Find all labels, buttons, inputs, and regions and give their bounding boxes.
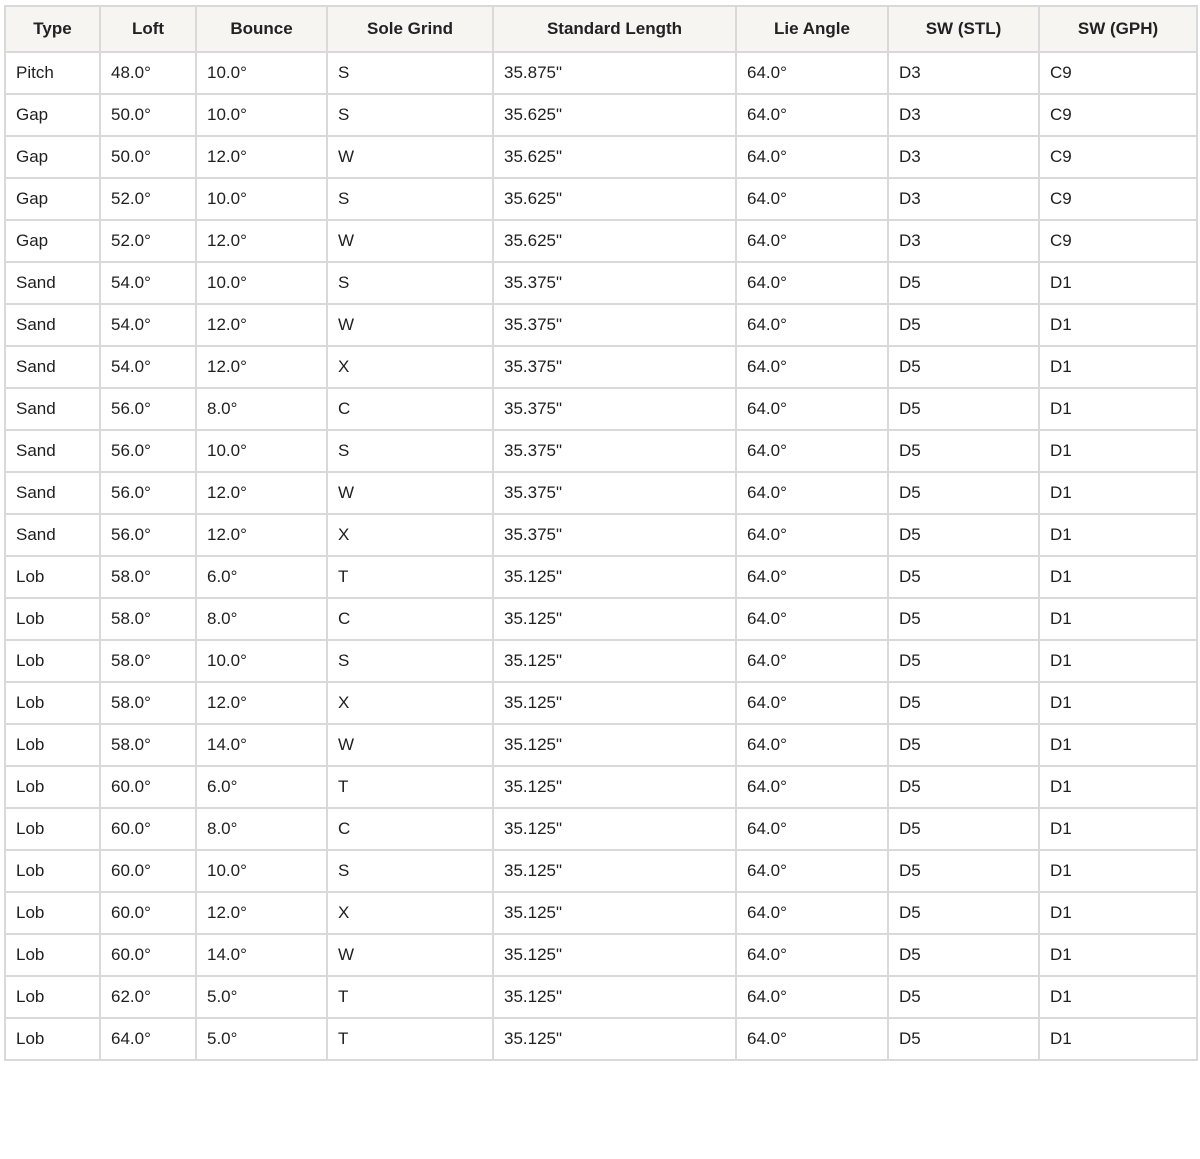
- cell-type: Gap: [5, 136, 100, 178]
- cell-standard-length: 35.125": [493, 976, 736, 1018]
- cell-type: Gap: [5, 94, 100, 136]
- cell-sw-stl: D5: [888, 766, 1039, 808]
- cell-bounce: 10.0°: [196, 640, 327, 682]
- cell-lie-angle: 64.0°: [736, 598, 888, 640]
- cell-standard-length: 35.125": [493, 892, 736, 934]
- cell-standard-length: 35.625": [493, 136, 736, 178]
- cell-standard-length: 35.625": [493, 94, 736, 136]
- cell-loft: 62.0°: [100, 976, 196, 1018]
- cell-loft: 60.0°: [100, 850, 196, 892]
- cell-bounce: 8.0°: [196, 808, 327, 850]
- cell-sole-grind: W: [327, 934, 493, 976]
- cell-type: Lob: [5, 766, 100, 808]
- cell-sw-gph: D1: [1039, 934, 1197, 976]
- cell-loft: 54.0°: [100, 304, 196, 346]
- table-header: [5, 6, 1197, 52]
- cell-standard-length: 35.625": [493, 178, 736, 220]
- cell-type: Lob: [5, 682, 100, 724]
- cell-standard-length: 35.375": [493, 304, 736, 346]
- cell-type: Lob: [5, 892, 100, 934]
- cell-standard-length: 35.875": [493, 52, 736, 94]
- cell-type: Lob: [5, 934, 100, 976]
- table-row: [5, 304, 1197, 346]
- cell-sole-grind: C: [327, 598, 493, 640]
- cell-loft: 58.0°: [100, 724, 196, 766]
- cell-sw-gph: C9: [1039, 94, 1197, 136]
- table-body: [5, 52, 1197, 1060]
- cell-lie-angle: 64.0°: [736, 346, 888, 388]
- cell-type: Lob: [5, 598, 100, 640]
- cell-bounce: 12.0°: [196, 472, 327, 514]
- header-lie-angle: Lie Angle: [736, 6, 888, 52]
- cell-type: Lob: [5, 808, 100, 850]
- cell-sw-gph: D1: [1039, 808, 1197, 850]
- cell-loft: 60.0°: [100, 892, 196, 934]
- cell-bounce: 14.0°: [196, 724, 327, 766]
- cell-sw-stl: D3: [888, 220, 1039, 262]
- cell-standard-length: 35.375": [493, 430, 736, 472]
- cell-standard-length: 35.625": [493, 220, 736, 262]
- cell-lie-angle: 64.0°: [736, 640, 888, 682]
- cell-sole-grind: T: [327, 556, 493, 598]
- cell-sole-grind: S: [327, 262, 493, 304]
- cell-type: Gap: [5, 220, 100, 262]
- cell-sole-grind: C: [327, 388, 493, 430]
- cell-lie-angle: 64.0°: [736, 556, 888, 598]
- cell-sw-stl: D3: [888, 136, 1039, 178]
- cell-sw-stl: D5: [888, 472, 1039, 514]
- cell-sw-gph: D1: [1039, 556, 1197, 598]
- cell-sw-gph: C9: [1039, 136, 1197, 178]
- table-row: [5, 556, 1197, 598]
- cell-standard-length: 35.125": [493, 1018, 736, 1060]
- table-row: [5, 850, 1197, 892]
- cell-lie-angle: 64.0°: [736, 178, 888, 220]
- cell-lie-angle: 64.0°: [736, 892, 888, 934]
- cell-lie-angle: 64.0°: [736, 808, 888, 850]
- cell-sole-grind: T: [327, 1018, 493, 1060]
- cell-loft: 58.0°: [100, 598, 196, 640]
- cell-loft: 56.0°: [100, 472, 196, 514]
- cell-bounce: 12.0°: [196, 136, 327, 178]
- cell-sw-stl: D5: [888, 430, 1039, 472]
- cell-lie-angle: 64.0°: [736, 52, 888, 94]
- cell-sole-grind: W: [327, 472, 493, 514]
- cell-lie-angle: 64.0°: [736, 850, 888, 892]
- cell-sole-grind: T: [327, 976, 493, 1018]
- cell-bounce: 12.0°: [196, 220, 327, 262]
- cell-lie-angle: 64.0°: [736, 136, 888, 178]
- table-row: [5, 262, 1197, 304]
- cell-sole-grind: W: [327, 136, 493, 178]
- cell-lie-angle: 64.0°: [736, 262, 888, 304]
- cell-sole-grind: X: [327, 346, 493, 388]
- cell-sole-grind: S: [327, 52, 493, 94]
- specs-table-container: [4, 5, 1196, 1061]
- cell-bounce: 10.0°: [196, 52, 327, 94]
- cell-sole-grind: W: [327, 724, 493, 766]
- cell-standard-length: 35.125": [493, 766, 736, 808]
- cell-standard-length: 35.125": [493, 934, 736, 976]
- cell-lie-angle: 64.0°: [736, 766, 888, 808]
- cell-bounce: 12.0°: [196, 346, 327, 388]
- table-row: [5, 136, 1197, 178]
- header-type: Type: [5, 6, 100, 52]
- table-row: [5, 640, 1197, 682]
- cell-sw-stl: D5: [888, 724, 1039, 766]
- cell-sw-gph: D1: [1039, 388, 1197, 430]
- table-row: [5, 52, 1197, 94]
- cell-sole-grind: W: [327, 304, 493, 346]
- cell-sw-stl: D5: [888, 514, 1039, 556]
- cell-sole-grind: S: [327, 178, 493, 220]
- table-row: [5, 1018, 1197, 1060]
- cell-standard-length: 35.375": [493, 472, 736, 514]
- table-row: [5, 388, 1197, 430]
- cell-sw-stl: D5: [888, 934, 1039, 976]
- cell-bounce: 8.0°: [196, 598, 327, 640]
- cell-loft: 58.0°: [100, 556, 196, 598]
- cell-sw-stl: D5: [888, 850, 1039, 892]
- table-row: [5, 514, 1197, 556]
- cell-sw-stl: D5: [888, 808, 1039, 850]
- cell-standard-length: 35.125": [493, 598, 736, 640]
- cell-standard-length: 35.125": [493, 556, 736, 598]
- cell-lie-angle: 64.0°: [736, 976, 888, 1018]
- cell-bounce: 12.0°: [196, 304, 327, 346]
- table-row: [5, 934, 1197, 976]
- cell-standard-length: 35.125": [493, 640, 736, 682]
- cell-bounce: 5.0°: [196, 976, 327, 1018]
- cell-loft: 58.0°: [100, 640, 196, 682]
- cell-type: Lob: [5, 850, 100, 892]
- cell-sw-gph: D1: [1039, 766, 1197, 808]
- cell-standard-length: 35.125": [493, 724, 736, 766]
- table-row: [5, 178, 1197, 220]
- cell-lie-angle: 64.0°: [736, 220, 888, 262]
- header-standard-length: Standard Length: [493, 6, 736, 52]
- cell-sw-stl: D5: [888, 262, 1039, 304]
- cell-sw-gph: D1: [1039, 262, 1197, 304]
- cell-type: Sand: [5, 430, 100, 472]
- cell-sole-grind: S: [327, 430, 493, 472]
- header-sw-gph: SW (GPH): [1039, 6, 1197, 52]
- cell-standard-length: 35.375": [493, 262, 736, 304]
- cell-standard-length: 35.375": [493, 514, 736, 556]
- cell-lie-angle: 64.0°: [736, 1018, 888, 1060]
- cell-sw-stl: D5: [888, 346, 1039, 388]
- cell-loft: 56.0°: [100, 430, 196, 472]
- cell-lie-angle: 64.0°: [736, 724, 888, 766]
- cell-sole-grind: T: [327, 766, 493, 808]
- cell-sw-gph: D1: [1039, 472, 1197, 514]
- cell-type: Lob: [5, 724, 100, 766]
- cell-loft: 60.0°: [100, 766, 196, 808]
- cell-sw-gph: D1: [1039, 430, 1197, 472]
- cell-standard-length: 35.375": [493, 388, 736, 430]
- cell-loft: 52.0°: [100, 178, 196, 220]
- cell-type: Gap: [5, 178, 100, 220]
- cell-sole-grind: X: [327, 514, 493, 556]
- header-bounce: Bounce: [196, 6, 327, 52]
- cell-sw-stl: D5: [888, 598, 1039, 640]
- header-row: [5, 6, 1197, 52]
- header-loft: Loft: [100, 6, 196, 52]
- cell-lie-angle: 64.0°: [736, 304, 888, 346]
- cell-bounce: 10.0°: [196, 178, 327, 220]
- cell-loft: 56.0°: [100, 388, 196, 430]
- cell-bounce: 12.0°: [196, 682, 327, 724]
- cell-standard-length: 35.375": [493, 346, 736, 388]
- cell-sw-gph: D1: [1039, 976, 1197, 1018]
- cell-lie-angle: 64.0°: [736, 388, 888, 430]
- cell-sw-gph: C9: [1039, 178, 1197, 220]
- cell-sw-gph: D1: [1039, 850, 1197, 892]
- table-row: [5, 682, 1197, 724]
- cell-bounce: 6.0°: [196, 766, 327, 808]
- cell-lie-angle: 64.0°: [736, 514, 888, 556]
- cell-bounce: 10.0°: [196, 94, 327, 136]
- cell-lie-angle: 64.0°: [736, 94, 888, 136]
- cell-lie-angle: 64.0°: [736, 472, 888, 514]
- cell-bounce: 14.0°: [196, 934, 327, 976]
- cell-sw-gph: D1: [1039, 598, 1197, 640]
- cell-type: Sand: [5, 346, 100, 388]
- cell-sole-grind: S: [327, 850, 493, 892]
- cell-standard-length: 35.125": [493, 682, 736, 724]
- cell-loft: 48.0°: [100, 52, 196, 94]
- cell-bounce: 10.0°: [196, 850, 327, 892]
- table-row: [5, 808, 1197, 850]
- table-row: [5, 94, 1197, 136]
- header-sw-stl: SW (STL): [888, 6, 1039, 52]
- cell-sole-grind: C: [327, 808, 493, 850]
- cell-sw-stl: D3: [888, 178, 1039, 220]
- cell-loft: 50.0°: [100, 94, 196, 136]
- cell-sole-grind: X: [327, 682, 493, 724]
- table-row: [5, 724, 1197, 766]
- cell-standard-length: 35.125": [493, 850, 736, 892]
- table-row: [5, 976, 1197, 1018]
- cell-sw-gph: C9: [1039, 220, 1197, 262]
- cell-type: Lob: [5, 640, 100, 682]
- table-row: [5, 598, 1197, 640]
- cell-loft: 54.0°: [100, 346, 196, 388]
- cell-bounce: 12.0°: [196, 514, 327, 556]
- cell-type: Pitch: [5, 52, 100, 94]
- cell-sw-gph: D1: [1039, 640, 1197, 682]
- cell-lie-angle: 64.0°: [736, 682, 888, 724]
- cell-bounce: 10.0°: [196, 430, 327, 472]
- cell-type: Lob: [5, 1018, 100, 1060]
- table-row: [5, 346, 1197, 388]
- cell-sw-stl: D5: [888, 304, 1039, 346]
- wedge-specs-table: [4, 5, 1198, 1061]
- cell-sw-gph: D1: [1039, 892, 1197, 934]
- cell-type: Lob: [5, 556, 100, 598]
- cell-sole-grind: S: [327, 640, 493, 682]
- cell-lie-angle: 64.0°: [736, 934, 888, 976]
- header-sole-grind: Sole Grind: [327, 6, 493, 52]
- table-row: [5, 430, 1197, 472]
- cell-sw-stl: D5: [888, 892, 1039, 934]
- cell-sw-gph: D1: [1039, 304, 1197, 346]
- cell-standard-length: 35.125": [493, 808, 736, 850]
- table-row: [5, 472, 1197, 514]
- cell-loft: 54.0°: [100, 262, 196, 304]
- cell-sw-stl: D5: [888, 640, 1039, 682]
- table-row: [5, 892, 1197, 934]
- cell-sw-stl: D5: [888, 682, 1039, 724]
- cell-sw-stl: D5: [888, 556, 1039, 598]
- cell-loft: 64.0°: [100, 1018, 196, 1060]
- cell-bounce: 10.0°: [196, 262, 327, 304]
- cell-sw-gph: D1: [1039, 724, 1197, 766]
- cell-bounce: 12.0°: [196, 892, 327, 934]
- cell-sole-grind: W: [327, 220, 493, 262]
- cell-lie-angle: 64.0°: [736, 430, 888, 472]
- cell-type: Lob: [5, 976, 100, 1018]
- cell-sw-stl: D5: [888, 976, 1039, 1018]
- cell-loft: 60.0°: [100, 808, 196, 850]
- table-row: [5, 766, 1197, 808]
- cell-sw-stl: D3: [888, 94, 1039, 136]
- cell-type: Sand: [5, 472, 100, 514]
- cell-bounce: 6.0°: [196, 556, 327, 598]
- cell-sole-grind: X: [327, 892, 493, 934]
- table-row: [5, 220, 1197, 262]
- cell-sw-gph: C9: [1039, 52, 1197, 94]
- cell-sw-stl: D5: [888, 1018, 1039, 1060]
- cell-type: Sand: [5, 262, 100, 304]
- cell-sw-gph: D1: [1039, 682, 1197, 724]
- cell-type: Sand: [5, 388, 100, 430]
- cell-loft: 56.0°: [100, 514, 196, 556]
- cell-bounce: 8.0°: [196, 388, 327, 430]
- cell-sw-gph: D1: [1039, 1018, 1197, 1060]
- cell-type: Sand: [5, 514, 100, 556]
- cell-type: Sand: [5, 304, 100, 346]
- cell-loft: 60.0°: [100, 934, 196, 976]
- cell-sw-stl: D5: [888, 388, 1039, 430]
- cell-sole-grind: S: [327, 94, 493, 136]
- cell-loft: 50.0°: [100, 136, 196, 178]
- cell-bounce: 5.0°: [196, 1018, 327, 1060]
- cell-sw-stl: D3: [888, 52, 1039, 94]
- cell-loft: 52.0°: [100, 220, 196, 262]
- cell-sw-gph: D1: [1039, 346, 1197, 388]
- cell-loft: 58.0°: [100, 682, 196, 724]
- cell-sw-gph: D1: [1039, 514, 1197, 556]
